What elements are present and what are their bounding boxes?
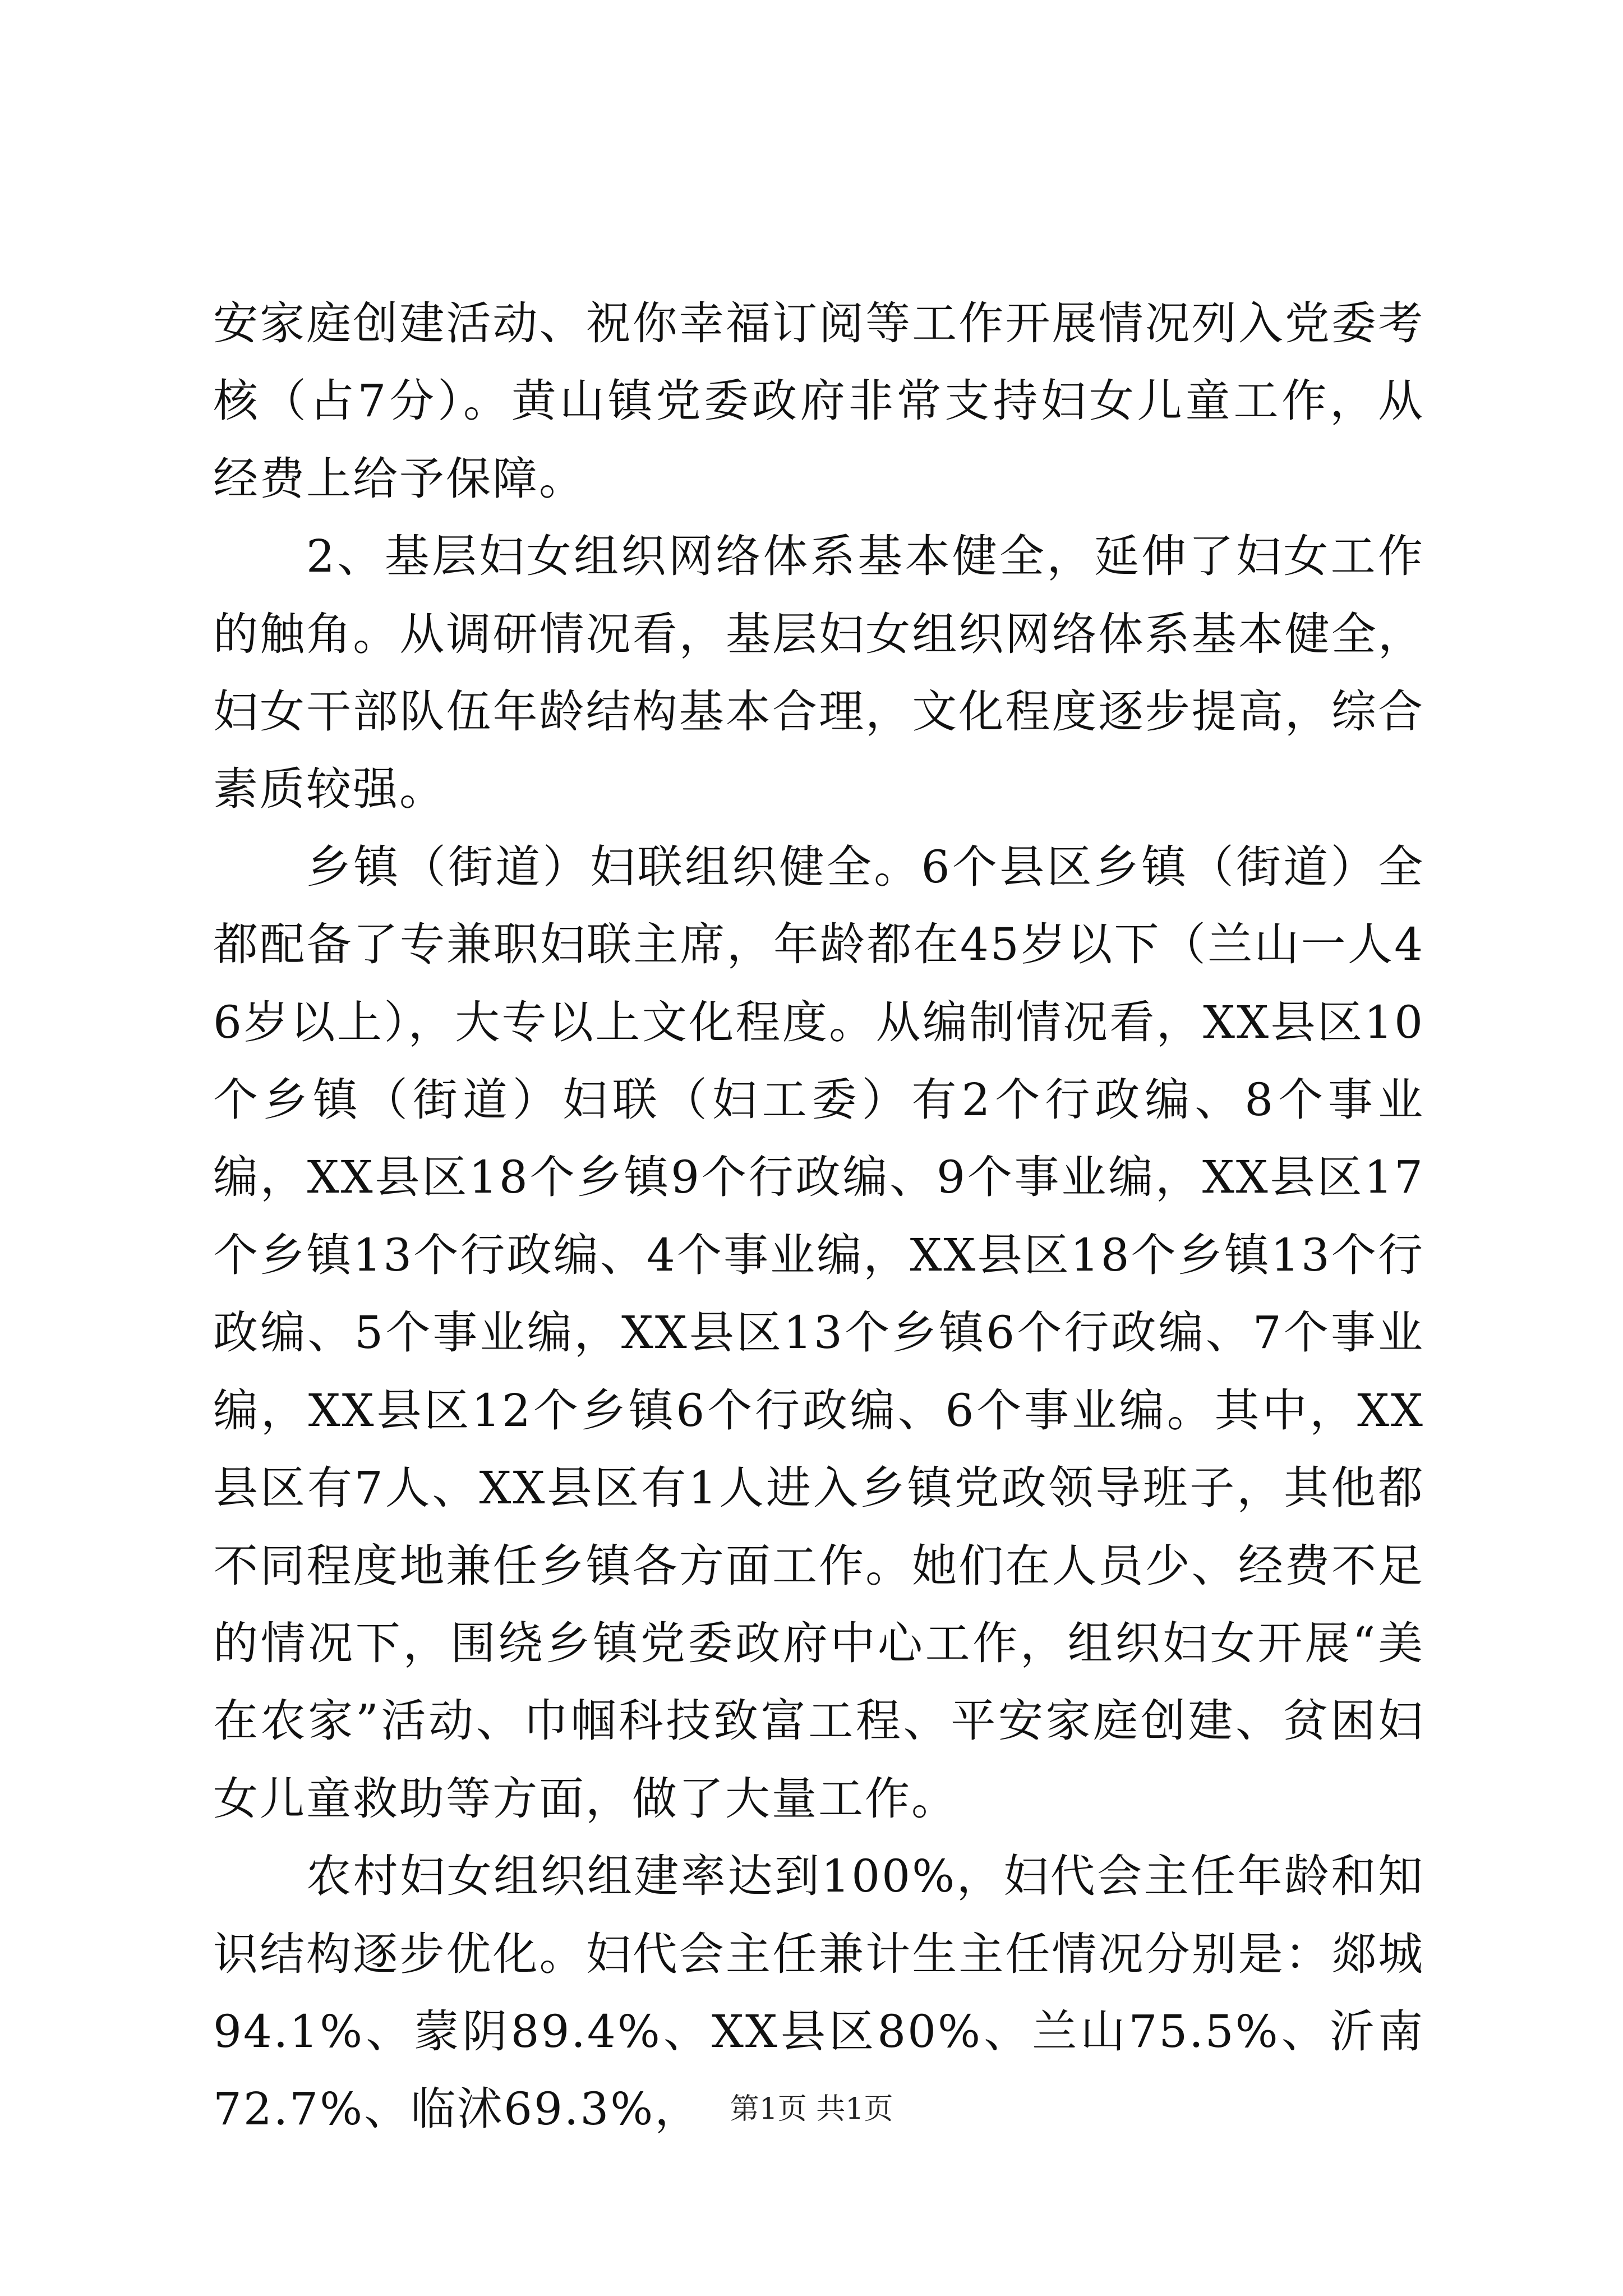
paragraph-3: 乡镇（街道）妇联组织健全。6个县区乡镇（街道）全都配备了专兼职妇联主席，年龄都在45岁以下（兰山一人46岁以上），大专以上文化程度。从编制情况看，XX县区10个乡镇（街道）妇联（妇工委）有2个行政编、8个事业编，XX县区18个乡镇9个行政编、9个事业编，XX县区17个乡镇13个行政编、4个事业编，XX县区18个乡镇13个行政编、5个事业编，XX县区13个乡镇6个行政编、7个事业编，XX县区12个乡镇6个行政编、6个事业编。其中，XX县区有7人、XX县区有1人进入乡镇党政领导班子，其他都不同程度地兼任乡镇各方面工作。她们在人员少、经费不足的情况下，围绕乡镇党委政府中心工作，组织妇女开展“美在农家”活动、巾帼科技致富工程、平安家庭创建、贫困妇女儿童救助等方面，做了大量工作。 [213,840,1424,1825]
paragraph-4: 农村妇女组织组建率达到100%，妇代会主任年龄和知识结构逐步优化。妇代会主任兼计生主任情况分别是：郯城94.1%、蒙阴89.4%、XX县区80%、兰山75.5%、沂南72.7%、临沭69.3%， [213,1850,1424,2136]
paragraph-1: 安家庭创建活动、祝你幸福订阅等工作开展情况列入党委考核（占7分）。黄山镇党委政府非常支持妇女儿童工作，从经费上给予保障。 [213,297,1424,505]
document-body [213,285,1424,2148]
paragraph-2: 2、基层妇女组织网络体系基本健全，延伸了妇女工作的触角。从调研情况看，基层妇女组织网络体系基本健全，妇女干部队伍年龄结构基本合理，文化程度逐步提高，综合素质较强。 [213,530,1424,816]
page-footer: 第1页 共1页 [730,2092,893,2126]
